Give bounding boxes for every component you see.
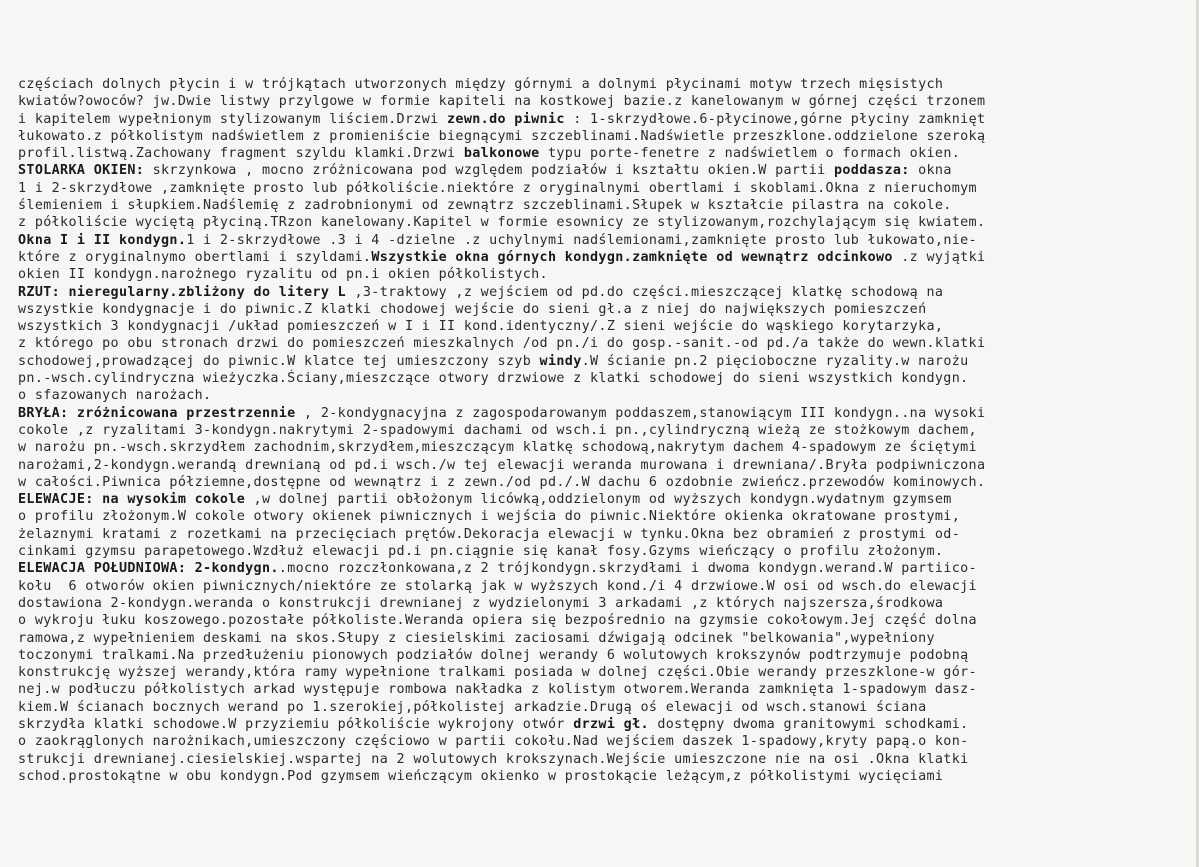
text-segment: .W ścianie pn.2 pięcioboczne ryzality.w narożu <box>581 353 969 369</box>
text-line <box>18 768 1190 785</box>
text-segment: o sfazowanych narożach. <box>18 388 212 404</box>
text-segment: .z wyjątki <box>892 249 986 265</box>
text-segment: żelaznymi kratami z rozetkami na przecięciach prętów.Dekoracja elewacji w tynku.Okna bez obramień z prostymi od- <box>18 526 961 542</box>
text-segment: okna <box>909 163 952 179</box>
text-line <box>18 128 1190 145</box>
text-segment: toczonymi tralkami.Na przedłużeniu pionowych podziałów dolnej werandy 6 wolutowych krokszynów podtrzymuje podobną <box>18 647 969 663</box>
text-line <box>18 335 1190 352</box>
bold-segment: Wszystkie okna górnych kondygn.zamknięte od wewnątrz odcinkowo <box>371 249 893 265</box>
text-line <box>18 457 1190 474</box>
text-segment: typu porte-fenetre z nadświetlem o formach okien. <box>539 146 961 162</box>
text-segment: pn.-wsch.cylindryczna wieżyczka.Ściany,mieszczące otwory drzwiowe z klatki schodowej do sieni wszystkich kondygn. <box>18 371 969 387</box>
bold-segment: ELEWACJA POŁUDNIOWA: 2-kondygn. <box>18 561 279 577</box>
text-segment: ramowa,z wypełnieniem deskami na skos.Słupy z ciesielskimi zaciosami dźwigają odcinek "belkowania",wypełniony <box>18 630 935 646</box>
bold-segment: balkonowe <box>463 146 540 162</box>
text-segment: nej.w podłuczu półkolistych arkad występuje rombowa nakładka z kolistym otworem.Weranda zamknięta 1-spadowym dasz- <box>18 682 977 698</box>
text-line <box>18 405 1190 422</box>
text-segment: łukowato.z półkolistym nadświetlem z promieniście biegnącymi szczeblinami.Nadświetle przeszklone.oddzielone szeroką <box>18 128 986 144</box>
text-segment: cinkami gzymsu parapetowego.Wzdłuż elewacji pd.i pn.ciągnie się kanał fosy.Gzyms wieńczący o profilu złożonym. <box>18 544 944 560</box>
text-line <box>18 249 1190 266</box>
text-line <box>18 93 1190 110</box>
text-line <box>18 318 1190 335</box>
text-segment: dostępny dwoma granitowymi schodkami. <box>648 716 969 732</box>
text-segment: i kapitelem wypełnionym stylizowanym liściem.Drzwi <box>18 111 448 127</box>
text-line <box>18 716 1190 733</box>
text-segment: z którego po obu stronach drzwi do pomieszczeń mieszkalnych /od pn./i do gosp.-sanit.-od pd./a także do wewn.klatki <box>18 336 986 352</box>
text-line <box>18 647 1190 664</box>
text-segment: kołu 6 otworów okien piwnicznych/niektóre ze stolarką jak w wyższych kond./i 4 drzwiowe.W osi od wsch.do elewacji <box>18 578 977 594</box>
text-segment: ślemieniem i słupkiem.Nadślemię z zadrobnionymi od zewnątrz szczeblinami.Słupek w kształcie pilastra na cokole. <box>18 198 952 214</box>
text-line <box>18 681 1190 698</box>
text-line <box>18 370 1190 387</box>
text-line <box>18 560 1190 577</box>
text-line <box>18 439 1190 456</box>
text-line <box>18 214 1190 231</box>
text-line <box>18 145 1190 162</box>
text-line <box>18 162 1190 179</box>
text-line <box>18 301 1190 318</box>
text-line <box>18 474 1190 491</box>
text-line <box>18 578 1190 595</box>
text-line <box>18 180 1190 197</box>
text-line <box>18 630 1190 647</box>
text-segment: kwiatów?owoców? jw.Dwie listwy przylgowe w formie kapiteli na kostkowej bazie.z kanelowanym w górnej części trzonem <box>18 94 986 110</box>
bold-segment: windy <box>539 353 582 369</box>
text-line <box>18 387 1190 404</box>
text-line <box>18 699 1190 716</box>
text-segment: które z oryginalnymo obertlami i szyldami. <box>18 249 372 265</box>
text-segment: ,3-traktowy ,z wejściem od pd.do części.mieszczącej klatkę schodową na <box>346 284 944 300</box>
text-line <box>18 751 1190 768</box>
bold-segment: drzwi gł. <box>573 716 649 732</box>
text-line <box>18 526 1190 543</box>
text-segment: wszystkich 3 kondygnacji /układ pomieszczeń w I i II kond.identyczny/.Z sieni wejście do wąskiego korytarzyka, <box>18 319 944 335</box>
text-segment: profil.listwą.Zachowany fragment szyldu klamki.Drzwi <box>18 146 464 162</box>
text-segment: okien II kondygn.narożnego ryzalitu od pn.i okien półkolistych. <box>18 267 548 283</box>
text-segment: skrzynkowa , mocno zróżnicowana pod względem podziałów i kształtu okien.W partii <box>144 163 834 179</box>
text-segment: wszystkie kondygnacje i do piwnic.Z klatki chodowej wejście do sieni gł.a z niej do największych pomieszczeń <box>18 301 927 317</box>
text-segment: dostawiona 2-kondygn.weranda o konstrukcji drewnianej z wydzielonymi 3 arkadami ,z których najszersza,środkowa <box>18 595 944 611</box>
text-segment: 1 i 2-skrzydłowe .3 i 4 -dzielne .z uchylnymi nadślemionami,zamknięte prosto lub łukowato,nie- <box>186 232 977 248</box>
text-segment: skrzydła klatki schodowe.W przyziemiu półkoliście wykrojony otwór <box>18 716 574 732</box>
text-segment: , 2-kondygnacyjna z zagospodarowanym poddaszem,stanowiącym III kondygn..na wysoki <box>295 405 986 421</box>
text-segment: kiem.W ścianach bocznych werand po 1.szerokiej,półkolistej arkadzie.Drugą oś elewacji od wsch.stanowi ściana <box>18 699 927 715</box>
text-segment: w całości.Piwnica półziemne,dostępne od wewnątrz i z zewn./od pd./.W dachu 6 ozdobnie zwieńcz.przewodów kominowych. <box>18 474 986 490</box>
text-line <box>18 422 1190 439</box>
text-line <box>18 284 1190 301</box>
bold-segment: STOLARKA OKIEN: <box>18 163 145 179</box>
text-segment: .mocno rozczłonkowana,z 2 trójkondygn.skrzydłami i dwoma kondygn.werand.W partiico- <box>278 561 977 577</box>
text-line <box>18 111 1190 128</box>
text-line <box>18 197 1190 214</box>
bold-segment: poddasza: <box>833 163 910 179</box>
text-segment: konstrukcję wyższej werandy,która ramy wypełnione tralkami posiada w dolnej części.Obie werandy przeszklone-w gór- <box>18 665 977 681</box>
text-line <box>18 664 1190 681</box>
document-text <box>18 76 1190 785</box>
text-segment: o profilu złożonym.W cokole otwory okienek piwnicznych i wejścia do piwnic.Niektóre okienka okratowane prostymi, <box>18 509 961 525</box>
text-segment: narożami,2-kondygn.werandą drewnianą od pd.i wsch./w tej elewacji weranda murowana i drewniana/.Bryła podpiwniczona <box>18 457 986 473</box>
bold-segment: ELEWACJE: na wysokim cokole <box>18 492 246 508</box>
text-segment: strukcji drewnianej.ciesielskiej.wspartej na 2 wolutowych krokszynach.Wejście umieszczone nie na osi .Okna klatki <box>18 751 969 767</box>
text-segment: : 1-skrzydłowe.6-płycinowe,górne płyciny zamknięt <box>564 111 986 127</box>
text-segment: częściach dolnych płycin i w trójkątach utworzonych między górnymi a dolnymi płycinami motyw trzech mięsistych <box>18 77 944 92</box>
text-line <box>18 232 1190 249</box>
text-line <box>18 595 1190 612</box>
text-segment: o zaokrąglonych narożnikach,umieszczony częściowo w partii cokołu.Nad wejściem daszek 1-spadowy,kryty papą.o kon- <box>18 734 969 750</box>
text-line <box>18 76 1190 93</box>
bold-segment: Okna I i II kondygn. <box>18 232 187 248</box>
text-segment: o wykroju łuku koszowego.pozostałe półkoliste.Weranda opiera się bezpośrednio na gzymsie cokołowym.Jej część dolna <box>18 613 977 629</box>
text-line <box>18 491 1190 508</box>
text-line <box>18 266 1190 283</box>
text-segment: ,w dolnej partii obłożonym licówką,oddzielonym od wyższych kondygn.wydatnym gzymsem <box>245 492 952 508</box>
text-line <box>18 612 1190 629</box>
text-line <box>18 543 1190 560</box>
text-segment: schod.prostokątne w obu kondygn.Pod gzymsem wieńczącym okienko w prostokącie leżącym,z półkolistymi wycięciami <box>18 768 944 784</box>
text-segment: w narożu pn.-wsch.skrzydłem zachodnim,skrzydłem,mieszczącym klatkę schodową,nakrytym dachem 4-spadowym ze ściętymi <box>18 440 977 456</box>
bold-segment: BRYŁA: zróżnicowana przestrzennie <box>18 405 296 421</box>
text-segment: z półkoliście wyciętą płyciną.TRzon kanelowany.Kapitel w formie esownicy ze stylizowanym,rozchylającym się kwiatem. <box>18 215 986 231</box>
text-segment: 1 i 2-skrzydłowe ,zamknięte prosto lub półkoliście.niektóre z oryginalnymi obertlami i skoblami.Okna z nieruchomym <box>18 180 977 196</box>
text-segment: cokole ,z ryzalitami 3-kondygn.nakrytymi 2-spadowymi dachami od wsch.i pn.,cylindryczną wieżą ze stożkowym dachem, <box>18 422 977 438</box>
text-line <box>18 353 1190 370</box>
text-segment: schodowej,prowadzącej do piwnic.W klatce tej umieszczony szyb <box>18 353 540 369</box>
text-line <box>18 508 1190 525</box>
text-line <box>18 733 1190 750</box>
bold-segment: RZUT: nieregularny.zbliżony do litery L <box>18 284 347 300</box>
bold-segment: zewn.do piwnic <box>447 111 565 127</box>
